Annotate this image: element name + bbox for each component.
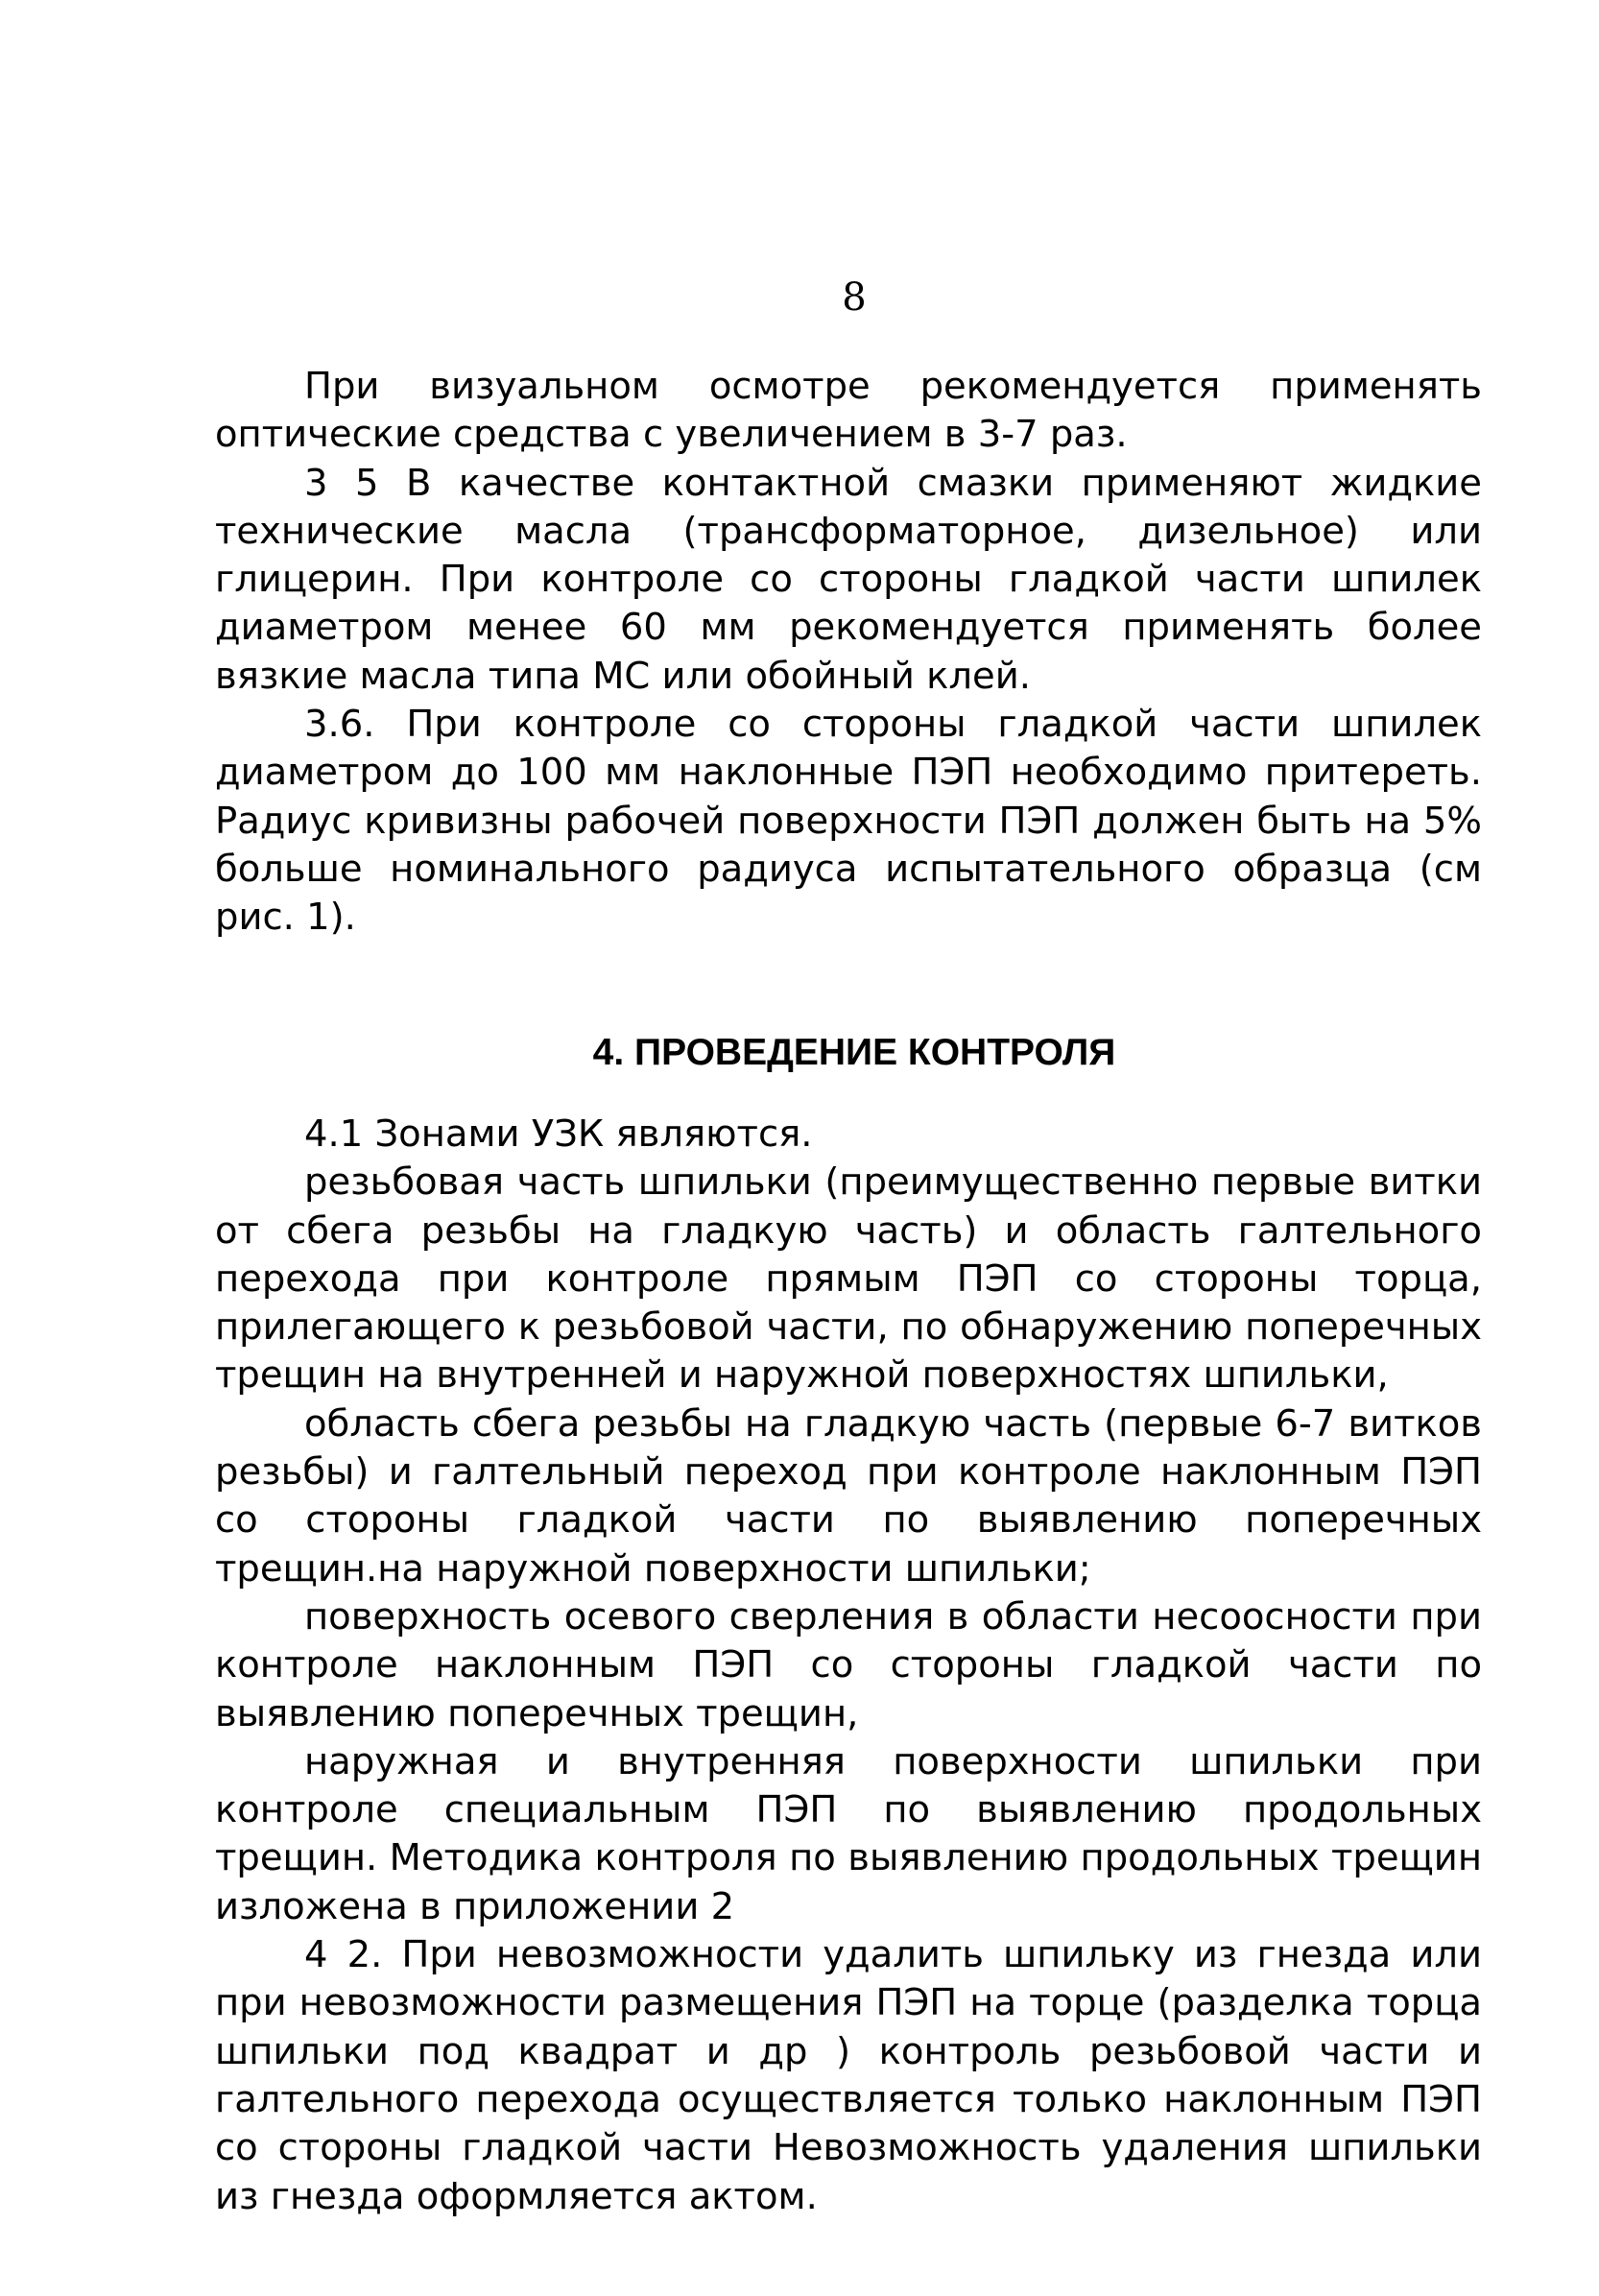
text-block-section-4 bbox=[215, 1111, 1482, 2221]
paragraph-3-6-transducer-lapping: 3.6. При контроле со стороны гладкой части шпилек диаметром до 100 мм наклонные ПЭП необходимо притереть. Радиус кривизны рабочей поверхности ПЭП должен быть на 5% больше номинального радиуса испытательного образца (см рис. 1). bbox=[215, 703, 1482, 940]
paragraph-4-1-inspection-zones: 4.1 Зонами УЗК являются. bbox=[304, 1112, 813, 1156]
text-block-before-section bbox=[215, 363, 1482, 943]
paragraph-zone-threaded-part: резьбовая часть шпильки (преимущественно первые витки от сбега резьбы на гладкую часть) и область галтельного перехода при контроле прямым ПЭП со стороны торца, прилегающего к резьбовой части, по обнаружению поперечных трещин на внутренней и наружной поверхностях шпильки, bbox=[215, 1160, 1482, 1398]
paragraph-zone-axial-bore: поверхность осевого сверления в области несоосности при контроле наклонным ПЭП со стороны гладкой части по выявлению поперечных трещин, bbox=[215, 1594, 1482, 1735]
paragraph-3-5-contact-lubricant: 3 5 В качестве контактной смазки применяют жидкие технические масла (трансформаторное, дизельное) или глицерин. При контроле со стороны гладкой части шпилек диаметром менее 60 мм рекомендуется применять более вязкие масла типа МС или обойный клей. bbox=[215, 461, 1482, 698]
paragraph-zone-thread-runout: область сбега резьбы на гладкую часть (первые 6-7 витков резьбы) и галтельный переход при контроле наклонным ПЭП со стороны гладкой части по выявлению поперечных трещин.на наружной поверхности шпильки; bbox=[215, 1401, 1482, 1590]
paragraph-zone-longitudinal-cracks: наружная и внутренняя поверхности шпильки при контроле специальным ПЭП по выявлению продольных трещин. Методика контроля по выявлению продольных трещин изложена в приложении 2 bbox=[215, 1739, 1482, 1928]
paragraph-visual-inspection: При визуальном осмотре рекомендуется применять оптические средства с увеличением в 3-7 раз. bbox=[215, 365, 1482, 457]
paragraph-4-2-stud-removal: 4 2. При невозможности удалить шпильку из гнезда или при невозможности размещения ПЭП на торце (разделка торца шпильки под квадрат и др ) контроль резьбовой части и галтельного перехода осуществляется только наклонным ПЭП со стороны гладкой части Невозможность удаления шпильки из гнезда оформляется актом. bbox=[215, 1933, 1482, 2218]
section-heading: 4. ПРОВЕДЕНИЕ КОНТРОЛЯ bbox=[592, 1032, 1116, 1073]
page-number: 8 bbox=[842, 275, 867, 320]
